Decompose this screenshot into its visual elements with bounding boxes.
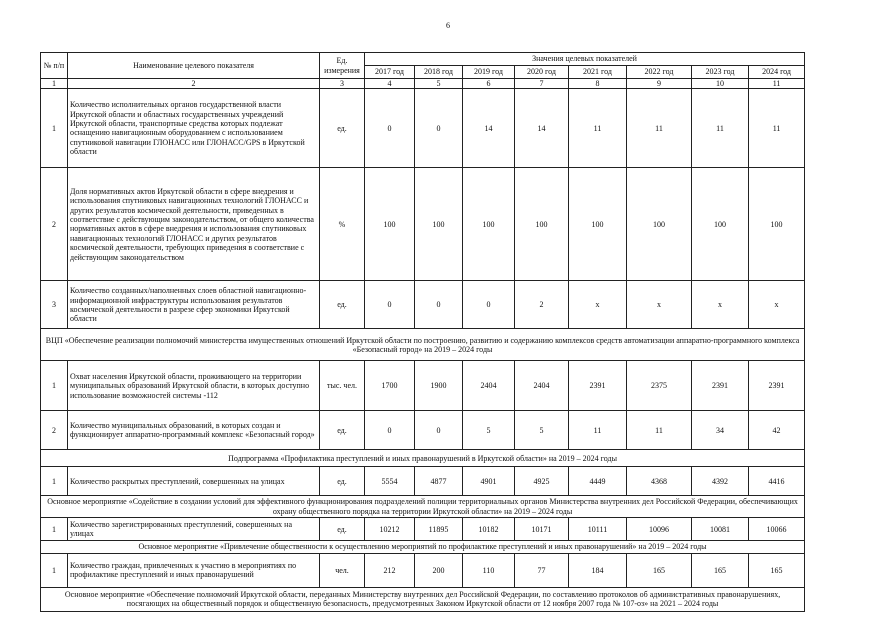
value-cell: 5	[515, 411, 569, 450]
section-row	[41, 450, 805, 467]
value-cell: х	[627, 281, 692, 329]
header-no: № п/п	[41, 53, 68, 79]
col-number: 6	[463, 79, 515, 89]
value-cell: 100	[515, 168, 569, 281]
header-row-1	[41, 53, 805, 66]
header-row-col-numbers	[41, 79, 805, 89]
value-cell: 5554	[365, 467, 415, 496]
value-cell: 2375	[627, 361, 692, 411]
table-body	[41, 89, 805, 611]
value-cell: 10171	[515, 518, 569, 541]
value-cell: 100	[415, 168, 463, 281]
header-year: 2023 год	[692, 66, 749, 79]
value-cell: 10096	[627, 518, 692, 541]
value-cell: 100	[627, 168, 692, 281]
value-cell: х	[692, 281, 749, 329]
value-cell: 100	[749, 168, 805, 281]
table-row	[41, 467, 805, 496]
value-cell: 11	[569, 89, 627, 168]
row-number: 3	[41, 281, 68, 329]
header-year: 2020 год	[515, 66, 569, 79]
indicator-name: Количество граждан, привлеченных к участию в мероприятиях по профилактике преступлений и иных правонарушений	[68, 553, 320, 587]
header-year: 2022 год	[627, 66, 692, 79]
value-cell: 2391	[692, 361, 749, 411]
value-cell: 0	[365, 411, 415, 450]
value-cell: 0	[415, 281, 463, 329]
section-row	[41, 541, 805, 553]
row-number: 2	[41, 411, 68, 450]
value-cell: 14	[515, 89, 569, 168]
unit-cell: %	[320, 168, 365, 281]
value-cell: 212	[365, 553, 415, 587]
value-cell: 165	[692, 553, 749, 587]
value-cell: х	[569, 281, 627, 329]
value-cell: 100	[569, 168, 627, 281]
value-cell: 42	[749, 411, 805, 450]
col-number: 8	[569, 79, 627, 89]
value-cell: 4368	[627, 467, 692, 496]
section-title: Подпрограмма «Профилактика преступлений и иных правонарушений в Иркутской области» на 2019 – 2024 годы	[41, 450, 805, 467]
unit-cell: ед.	[320, 411, 365, 450]
section-row	[41, 587, 805, 611]
value-cell: 4449	[569, 467, 627, 496]
indicator-name: Количество созданных/наполненных слоев областной навигационно-информационной инфраструктуры использования результатов космической деятельности в разрезе сфер экономики Иркутской области	[68, 281, 320, 329]
table-row	[41, 411, 805, 450]
col-number: 10	[692, 79, 749, 89]
value-cell: 100	[692, 168, 749, 281]
value-cell: 2391	[749, 361, 805, 411]
header-year: 2017 год	[365, 66, 415, 79]
section-title: Основное мероприятие «Обеспечение полномочий Иркутской области, переданных Министерству внутренних дел Российской Федерации, по составлению протоколов об административных правонарушениях, посягающих на общественный порядок и общественную безопасность, предусмотренных Законом Иркутской области от 12 ноября 2007 года № 107-оз» на 2021 – 2024 годы	[41, 587, 805, 611]
table-row	[41, 361, 805, 411]
value-cell: 11	[627, 89, 692, 168]
value-cell: 77	[515, 553, 569, 587]
value-cell: 1700	[365, 361, 415, 411]
indicator-name: Количество муниципальных образований, в которых создан и функционирует аппаратно-программный комплекс «Безопасный город»	[68, 411, 320, 450]
unit-cell: ед.	[320, 467, 365, 496]
value-cell: 10066	[749, 518, 805, 541]
indicator-name: Доля нормативных актов Иркутской области в сфере внедрения и использования спутниковых навигационных технологий ГЛОНАСС и других результатов космической деятельности, приведенных в соответствие с действующим законодательством, от общего количества нормативных актов в сфере внедрения и использования спутниковых навигационных технологий ГЛОНАСС и других результатов космической деятельности, требующих приведения в соответствие с действующим законодательством	[68, 168, 320, 281]
value-cell: 4392	[692, 467, 749, 496]
unit-cell: ед.	[320, 281, 365, 329]
row-number: 1	[41, 89, 68, 168]
value-cell: 10182	[463, 518, 515, 541]
header-year: 2024 год	[749, 66, 805, 79]
col-number: 1	[41, 79, 68, 89]
section-title: Основное мероприятие «Содействие в создании условий для эффективного функционирования подразделений полиции территориальных органов Министерства внутренних дел Российской Федерации, обеспечивающих охрану общественного порядка на территории Иркутской области» на 2019 – 2024 годы	[41, 496, 805, 518]
value-cell: 11895	[415, 518, 463, 541]
value-cell: 11	[569, 411, 627, 450]
value-cell: 4416	[749, 467, 805, 496]
value-cell: 0	[415, 89, 463, 168]
row-number: 1	[41, 361, 68, 411]
value-cell: 11	[749, 89, 805, 168]
indicator-name: Количество раскрытых преступлений, совершенных на улицах	[68, 467, 320, 496]
value-cell: 200	[415, 553, 463, 587]
unit-cell: тыс. чел.	[320, 361, 365, 411]
col-number: 2	[68, 79, 320, 89]
targets-table	[40, 52, 805, 612]
header-year: 2019 год	[463, 66, 515, 79]
value-cell: 165	[627, 553, 692, 587]
header-unit: Ед. измерения	[320, 53, 365, 79]
value-cell: 2404	[463, 361, 515, 411]
value-cell: 100	[463, 168, 515, 281]
value-cell: 10111	[569, 518, 627, 541]
value-cell: 0	[365, 281, 415, 329]
header-values-group: Значения целевых показателей	[365, 53, 805, 66]
value-cell: 34	[692, 411, 749, 450]
header-name: Наименование целевого показателя	[68, 53, 320, 79]
unit-cell: чел.	[320, 553, 365, 587]
row-number: 2	[41, 168, 68, 281]
table-row	[41, 518, 805, 541]
value-cell: 4901	[463, 467, 515, 496]
page-number: 6	[446, 21, 450, 30]
value-cell: 165	[749, 553, 805, 587]
value-cell: 0	[365, 89, 415, 168]
indicator-name: Охват населения Иркутской области, проживающего на территории муниципальных образований Иркутской области, в которых доступно использование возможностей системы -112	[68, 361, 320, 411]
value-cell: 0	[463, 281, 515, 329]
col-number: 3	[320, 79, 365, 89]
section-title: Основное мероприятие «Привлечение общественности к осуществлению мероприятий по профилактике преступлений и иных правонарушений» на 2019 – 2024 годы	[41, 541, 805, 553]
table-row	[41, 553, 805, 587]
value-cell: 5	[463, 411, 515, 450]
col-number: 9	[627, 79, 692, 89]
value-cell: 0	[415, 411, 463, 450]
value-cell: 110	[463, 553, 515, 587]
indicator-name: Количество зарегистрированных преступлений, совершенных на улицах	[68, 518, 320, 541]
col-number: 11	[749, 79, 805, 89]
value-cell: 14	[463, 89, 515, 168]
value-cell: 1900	[415, 361, 463, 411]
row-number: 1	[41, 518, 68, 541]
row-number: 1	[41, 467, 68, 496]
unit-cell: ед.	[320, 518, 365, 541]
table-row	[41, 168, 805, 281]
value-cell: 100	[365, 168, 415, 281]
section-row	[41, 329, 805, 361]
value-cell: 11	[627, 411, 692, 450]
value-cell: 10212	[365, 518, 415, 541]
col-number: 5	[415, 79, 463, 89]
value-cell: 11	[692, 89, 749, 168]
value-cell: 2404	[515, 361, 569, 411]
col-number: 7	[515, 79, 569, 89]
targets-table-container	[40, 52, 804, 612]
value-cell: х	[749, 281, 805, 329]
header-year: 2021 год	[569, 66, 627, 79]
header-year: 2018 год	[415, 66, 463, 79]
unit-cell: ед.	[320, 89, 365, 168]
table-row	[41, 281, 805, 329]
value-cell: 10081	[692, 518, 749, 541]
value-cell: 2	[515, 281, 569, 329]
value-cell: 2391	[569, 361, 627, 411]
value-cell: 4877	[415, 467, 463, 496]
indicator-name: Количество исполнительных органов государственной власти Иркутской области и областных государственных учреждений Иркутской области, транспортные средства которых подлежат оснащению навигационным оборудованием с использованием спутниковой навигации ГЛОНАСС или ГЛОНАСС/GPS в Иркутской области	[68, 89, 320, 168]
row-number: 1	[41, 553, 68, 587]
value-cell: 184	[569, 553, 627, 587]
table-row	[41, 89, 805, 168]
col-number: 4	[365, 79, 415, 89]
section-row	[41, 496, 805, 518]
value-cell: 4925	[515, 467, 569, 496]
section-title: ВЦП «Обеспечение реализации полномочий министерства имущественных отношений Иркутской области по построению, развитию и содержанию комплексов средств автоматизации аппаратно-программного комплекса «Безопасный город» на 2019 – 2024 годы	[41, 329, 805, 361]
